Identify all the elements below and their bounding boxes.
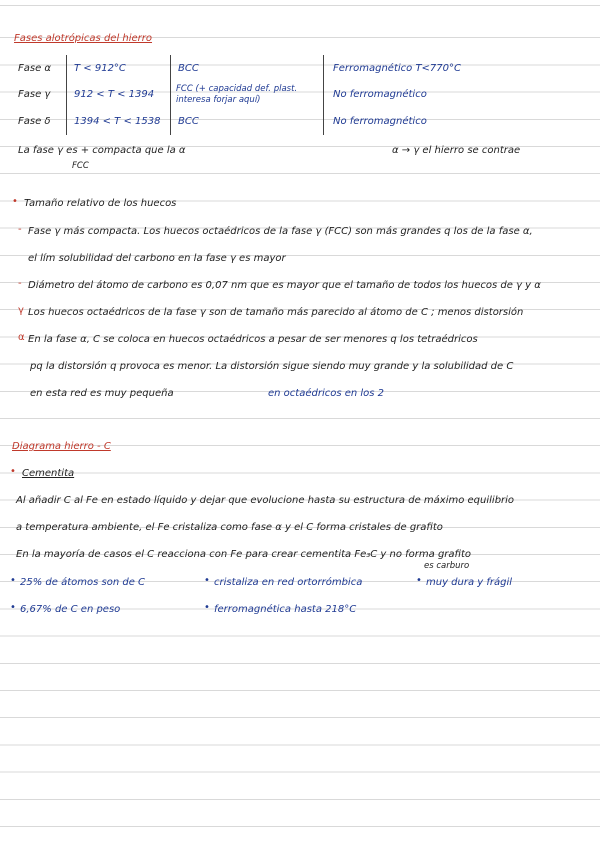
- table-cell-range: 912 < T < 1394: [74, 89, 155, 100]
- table-cell-struct: FCC (+ capacidad def. plast.: [176, 84, 298, 94]
- cementita-fact: 25% de átomos son de C: [20, 577, 146, 588]
- bullet-dot: •: [10, 575, 16, 586]
- table-divider: [323, 55, 324, 135]
- table-cell-range: T < 912°C: [74, 63, 126, 74]
- note-fcc: FCC: [72, 161, 89, 171]
- holes-line: Fase γ más compacta. Los huecos octaédricos de la fase γ (FCC) son más grandes q los de la fase α,: [28, 226, 533, 237]
- table-cell-struct: BCC: [178, 116, 199, 127]
- holes-line: pq la distorsión q provoca es menor. La distorsión sigue siendo muy grande y la solubilidad de C: [30, 361, 514, 372]
- table-cell-mag: No ferromagnético: [333, 89, 427, 100]
- cementita-line: Al añadir C al Fe en estado líquido y dejar que evolucione hasta su estructura de máximo equilibrio: [16, 495, 515, 506]
- bullet-dot: •: [12, 196, 18, 207]
- diagram-title: Diagrama hierro - C: [12, 441, 111, 452]
- phases-title: Fases alotrópicas del hierro: [14, 33, 153, 44]
- table-cell-struct-note: interesa forjar aquí): [176, 95, 261, 105]
- holes-line: Diámetro del átomo de carbono es 0,07 nm que es mayor que el tamaño de todos los huecos de γ y α: [28, 280, 541, 291]
- bullet-gamma: γ: [18, 305, 24, 316]
- table-cell-fase: Fase γ: [18, 89, 51, 100]
- holes-blue-note: en octaédricos en los 2: [268, 388, 385, 399]
- holes-line: el lím solubilidad del carbono en la fase γ es mayor: [28, 253, 286, 264]
- bullet-dash: -: [18, 278, 22, 289]
- cementita-line: a temperatura ambiente, el Fe cristaliza como fase α y el C forma cristales de grafito: [16, 522, 443, 533]
- holes-title: Tamaño relativo de los huecos: [24, 198, 177, 209]
- bullet-dot: •: [204, 575, 210, 586]
- cementita-line: En la mayoría de casos el C reacciona con Fe para crear cementita Fe₃C y no forma grafito: [16, 549, 472, 560]
- table-cell-struct: BCC: [178, 63, 199, 74]
- bullet-dot: •: [10, 602, 16, 613]
- note-compact: La fase γ es + compacta que la α: [18, 145, 186, 156]
- bullet-dash: -: [18, 224, 22, 235]
- table-cell-range: 1394 < T < 1538: [74, 116, 161, 127]
- table-divider: [66, 55, 67, 135]
- table-cell-fase: Fase α: [18, 63, 52, 74]
- table-cell-mag: No ferromagnético: [333, 116, 427, 127]
- holes-line: en esta red es muy pequeña: [30, 388, 174, 399]
- bullet-alpha: α: [18, 332, 25, 343]
- carburo-note: es carburo: [424, 561, 470, 571]
- bullet-dot: •: [416, 575, 422, 586]
- holes-line: Los huecos octaédricos de la fase γ son de tamaño más parecido al átomo de C ; menos distorsión: [28, 307, 524, 318]
- table-cell-mag: Ferromagnético T<770°C: [333, 63, 462, 74]
- note-contract: α → γ el hierro se contrae: [392, 145, 521, 156]
- table-cell-fase: Fase δ: [18, 116, 51, 127]
- cementita-fact: 6,67% de C en peso: [20, 604, 121, 615]
- holes-line: En la fase α, C se coloca en huecos octaédricos a pesar de ser menores q los tetraédricos: [28, 334, 478, 345]
- cementita-fact: ferromagnética hasta 218°C: [214, 604, 357, 615]
- bullet-dot: •: [204, 602, 210, 613]
- cementita-fact: cristaliza en red ortorrómbica: [214, 577, 363, 588]
- cementita-title: Cementita: [22, 468, 75, 479]
- bullet-dot: •: [10, 466, 16, 477]
- cementita-fact: muy dura y frágil: [426, 577, 513, 588]
- table-divider: [170, 55, 171, 135]
